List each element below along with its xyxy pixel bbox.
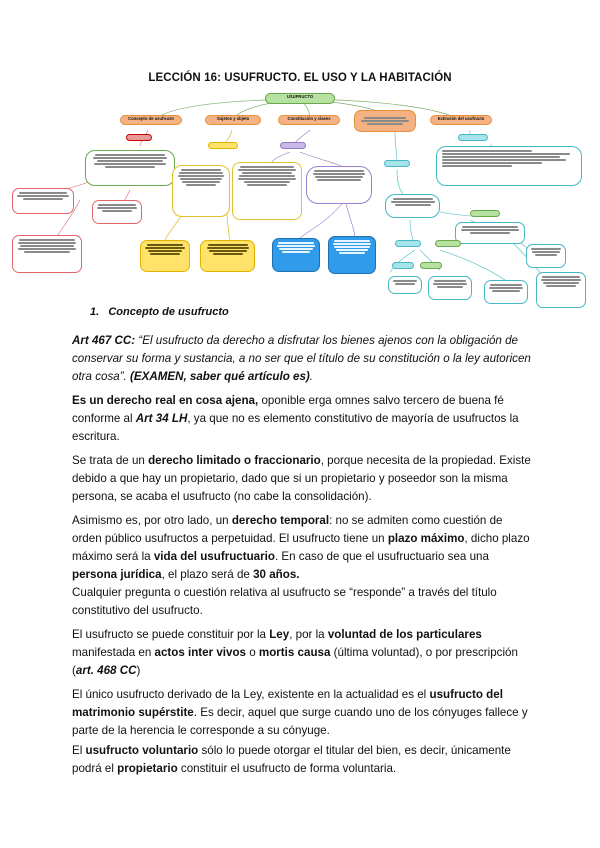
text-run: , por la bbox=[289, 628, 328, 641]
text-run: El usufructo se puede constituir por la bbox=[72, 628, 270, 641]
text-run: : no se admiten como cuestión de orden público usufructos a perpetuidad. El usufructo tiene un bbox=[72, 514, 503, 545]
derechos-sub-tag-4 bbox=[420, 262, 442, 269]
paragraph-constitucion bbox=[72, 626, 532, 680]
text-run: oponible erga omnes salvo tercero de buena fé conforme al bbox=[72, 394, 504, 425]
derechos-leaf-1 bbox=[388, 276, 422, 294]
text-run: (última voluntad), o por prescripción ( bbox=[72, 646, 518, 677]
sujetos-yellow-1 bbox=[140, 240, 190, 272]
sujetos-tag bbox=[208, 142, 238, 149]
text-run: propietario bbox=[117, 762, 178, 775]
paragraph-derecho-limitado bbox=[72, 452, 532, 506]
paragraph-titulo-constitutivo bbox=[72, 584, 532, 620]
constitucion-blue-1 bbox=[272, 238, 320, 272]
concepto-limitado-node bbox=[92, 200, 142, 224]
text-run: manifestada en bbox=[72, 646, 155, 659]
text-run: Cualquier pregunta o cuestión relativa al usufructo se “responde” a través del título constitutivo del usufructo. bbox=[72, 586, 497, 617]
text-run: (EXAMEN, saber qué artículo es) bbox=[130, 370, 310, 383]
branch-sujetos: Sujetos y objeto bbox=[205, 115, 261, 125]
concepto-real-node bbox=[12, 188, 74, 214]
concepto-def-node bbox=[85, 150, 175, 186]
mind-map-diagram bbox=[0, 90, 600, 315]
derechos-leaf-3 bbox=[484, 280, 528, 304]
text-run: voluntad de los particulares bbox=[327, 628, 482, 641]
sujetos-node bbox=[172, 165, 230, 217]
text-run: mortis causa bbox=[258, 646, 331, 659]
derechos-sub-tag-3 bbox=[392, 262, 414, 269]
section-number: 1. bbox=[90, 306, 100, 318]
text-run: El bbox=[72, 744, 86, 757]
text-run: , ya que no es elemento constitutivo de mayoría de usufructos la escritura. bbox=[72, 412, 519, 443]
derechos-leaf-5 bbox=[536, 272, 586, 308]
concepto-tag bbox=[126, 134, 152, 141]
text-run: , el plazo será de bbox=[161, 568, 254, 581]
text-run: Asimismo es, por otro lado, un bbox=[72, 514, 232, 527]
text-run: Art 34 LH bbox=[135, 412, 188, 425]
text-run: art. 468 CC bbox=[75, 664, 137, 677]
text-run: ) bbox=[136, 664, 141, 677]
text-run: constituir el usufructo de forma voluntaria. bbox=[177, 762, 397, 775]
text-run: “El usufructo da derecho a disfrutar los bienes ajenos con la obligación de conservar su forma y sustancia, a no ser que el título de su constitución o la ley autoricen otra cosa”. bbox=[72, 334, 531, 383]
branch-constitucion: Constitución y clases bbox=[278, 115, 340, 125]
sujetos-yellow-2 bbox=[200, 240, 255, 272]
derechos-leaf-4 bbox=[526, 244, 566, 268]
text-run: . bbox=[309, 370, 313, 383]
branch-concepto: Concepto de usufructo bbox=[120, 115, 182, 125]
root-node: USUFRUCTO bbox=[265, 93, 335, 104]
text-run: usufructo del matrimonio supérstite bbox=[72, 688, 503, 719]
page-title: LECCIÓN 16: USUFRUCTO. EL USO Y LA HABITACIÓN bbox=[148, 72, 452, 84]
derechos-tag bbox=[384, 160, 410, 167]
section-title: Concepto de usufructo bbox=[108, 306, 229, 318]
text-run: Ley bbox=[269, 628, 290, 641]
section-heading bbox=[90, 306, 229, 318]
text-run: actos inter vivos bbox=[154, 646, 246, 659]
branch-extincion: Extinción del usufructo bbox=[430, 115, 492, 125]
text-run: , porque necesita de la propiedad. Existe debido a que hay un propietario, dado que si un propietario y poseedor son la misma persona, se acaba el usufructo (no cabe la consolidación). bbox=[72, 454, 531, 503]
text-run: usufructo voluntario bbox=[85, 744, 199, 757]
text-run: persona jurídica bbox=[72, 568, 162, 581]
paragraph-art467 bbox=[72, 332, 532, 386]
derechos-sub-tag-1 bbox=[395, 240, 421, 247]
text-run: Es un derecho real en cosa ajena, bbox=[72, 394, 259, 407]
text-run: sólo lo puede otorgar el titular del bien, es decir, únicamente podrá el bbox=[72, 744, 511, 775]
constitucion-blue-2 bbox=[328, 236, 376, 274]
text-run: Art 467 CC: bbox=[72, 334, 136, 347]
text-run: o bbox=[246, 646, 259, 659]
paragraph-usufructo-voluntario bbox=[72, 742, 532, 778]
text-run: vida del usufructuario bbox=[153, 550, 275, 563]
derechos-green-tag bbox=[470, 210, 500, 217]
derechos-sub-tag-2 bbox=[435, 240, 461, 247]
paragraph-derecho-real bbox=[72, 392, 532, 446]
text-run: plazo máximo bbox=[387, 532, 465, 545]
text-run: Se trata de un bbox=[72, 454, 149, 467]
extincion-list-node bbox=[436, 146, 582, 186]
constitucion-node bbox=[306, 166, 372, 204]
objeto-node bbox=[232, 162, 302, 220]
paragraph-usufructo-legal bbox=[72, 686, 532, 740]
text-run: derecho temporal bbox=[231, 514, 330, 527]
concepto-temporal-node bbox=[12, 235, 82, 273]
constitucion-tag bbox=[280, 142, 306, 149]
text-run: El único usufructo derivado de la Ley, existente en la actualidad es el bbox=[72, 688, 430, 701]
derechos-detail-node bbox=[455, 222, 525, 244]
text-run: 30 años. bbox=[253, 568, 300, 581]
branch-derechos bbox=[354, 110, 416, 132]
paragraph-derecho-temporal bbox=[72, 512, 532, 584]
text-run: . En caso de que el usufructuario sea una bbox=[274, 550, 489, 563]
text-run: , dicho plazo máximo será la bbox=[72, 532, 530, 563]
derechos-leaf-2 bbox=[428, 276, 472, 300]
extincion-tag bbox=[458, 134, 488, 141]
derechos-node bbox=[385, 194, 440, 218]
text-run: derecho limitado o fraccionario bbox=[148, 454, 321, 467]
text-run: . Es decir, aquel que surge cuando uno de los cónyuges fallece y parte de la herencia le corresponde a su cónyuge. bbox=[72, 706, 528, 737]
